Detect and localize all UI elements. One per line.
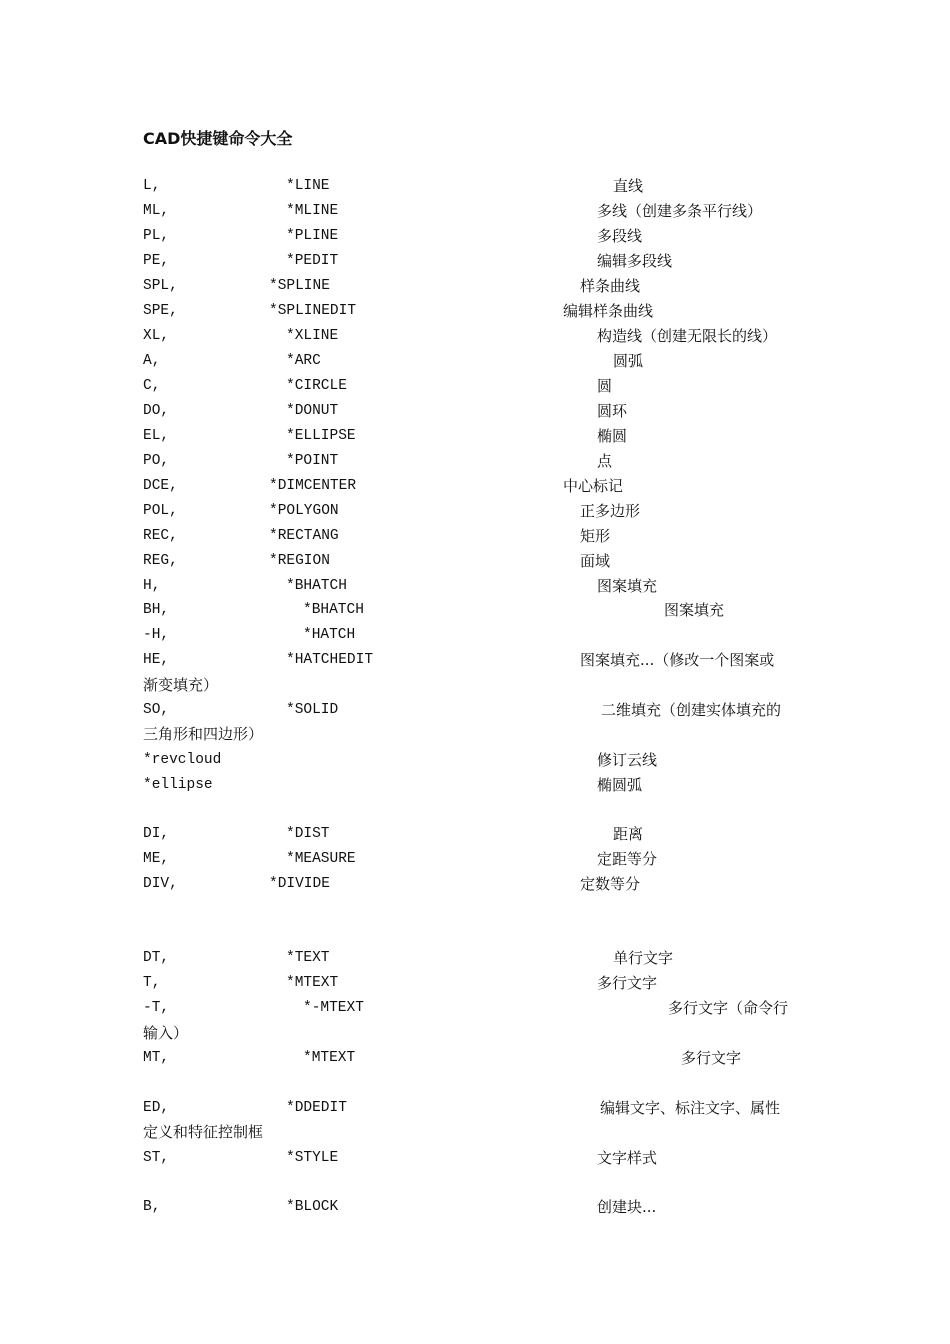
row-continuation: 输入） [143, 1024, 189, 1042]
row-description: 椭圆 [597, 427, 628, 445]
row-key: H, [143, 578, 161, 594]
row-key: DO, [143, 403, 170, 419]
row-command: *DDEDIT [286, 1100, 347, 1116]
row-command: *-MTEXT [303, 1000, 364, 1016]
row-description: 图案填充 [597, 577, 658, 595]
row-command: *MEASURE [286, 851, 356, 867]
row-key: C, [143, 378, 161, 394]
row-command: *POINT [286, 453, 339, 469]
row-key: SO, [143, 702, 170, 718]
row-description: 定数等分 [580, 875, 641, 893]
row-key: A, [143, 353, 161, 369]
row-key: DT, [143, 950, 170, 966]
row-description: 文字样式 [597, 1149, 658, 1167]
row-description: 构造线（创建无限长的线） [597, 327, 778, 345]
row-key: ME, [143, 851, 170, 867]
row-continuation: 三角形和四边形） [143, 725, 264, 743]
row-command: *STYLE [286, 1150, 339, 1166]
row-description: 图案填充...（修改一个图案或 [580, 651, 775, 669]
row-description: 多段线 [597, 227, 643, 245]
row-key: B, [143, 1199, 161, 1215]
row-key: *ellipse [143, 777, 213, 793]
row-command: *HATCHEDIT [286, 652, 374, 668]
row-command: *TEXT [286, 950, 330, 966]
row-continuation: 渐变填充） [143, 676, 219, 694]
row-command: *SPLINEDIT [269, 303, 357, 319]
row-key: MT, [143, 1050, 170, 1066]
row-description: 创建块... [597, 1198, 657, 1216]
row-key: EL, [143, 428, 170, 444]
row-command: *SOLID [286, 702, 339, 718]
row-command: *PLINE [286, 228, 339, 244]
row-key: DIV, [143, 876, 178, 892]
row-command: *DIMCENTER [269, 478, 357, 494]
row-description: 修订云线 [597, 751, 658, 769]
row-command: *XLINE [286, 328, 339, 344]
row-command: *BLOCK [286, 1199, 339, 1215]
row-key: POL, [143, 503, 178, 519]
row-key: T, [143, 975, 161, 991]
row-key: HE, [143, 652, 170, 668]
row-description: 多行文字 [597, 974, 658, 992]
row-command: *PEDIT [286, 253, 339, 269]
row-description: 多行文字（命令行 [668, 999, 789, 1017]
row-key: DCE, [143, 478, 178, 494]
row-key: PL, [143, 228, 170, 244]
row-command: *CIRCLE [286, 378, 347, 394]
row-command: *DIST [286, 826, 330, 842]
row-description: 单行文字 [613, 949, 674, 967]
row-description: 面域 [580, 552, 611, 570]
row-key: -T, [143, 1000, 170, 1016]
row-command: *SPLINE [269, 278, 330, 294]
row-description: 定距等分 [597, 850, 658, 868]
row-command: *LINE [286, 178, 330, 194]
row-description: 样条曲线 [580, 277, 641, 295]
row-description: 图案填充 [664, 601, 725, 619]
row-command: *BHATCH [303, 602, 364, 618]
row-description: 多线（创建多条平行线） [597, 202, 763, 220]
row-key: ST, [143, 1150, 170, 1166]
row-continuation: 定义和特征控制框 [143, 1123, 264, 1141]
row-command: *ELLIPSE [286, 428, 356, 444]
row-key: REC, [143, 528, 178, 544]
row-description: 椭圆弧 [597, 776, 643, 794]
row-key: PE, [143, 253, 170, 269]
row-description: 编辑样条曲线 [563, 302, 654, 320]
row-command: *MTEXT [303, 1050, 356, 1066]
row-command: *POLYGON [269, 503, 339, 519]
row-command: *BHATCH [286, 578, 347, 594]
row-description: 圆环 [597, 402, 628, 420]
row-description: 矩形 [580, 527, 611, 545]
row-key: *revcloud [143, 752, 222, 768]
row-key: SPL, [143, 278, 178, 294]
row-key: L, [143, 178, 161, 194]
document-title: CAD快捷键命令大全 [143, 129, 293, 148]
row-key: BH, [143, 602, 170, 618]
row-description: 二维填充（创建实体填充的 [601, 701, 782, 719]
row-command: *MTEXT [286, 975, 339, 991]
row-description: 编辑多段线 [597, 252, 673, 270]
row-key: PO, [143, 453, 170, 469]
row-description: 圆弧 [613, 352, 644, 370]
row-command: *DIVIDE [269, 876, 330, 892]
row-command: *REGION [269, 553, 330, 569]
row-command: *ARC [286, 353, 321, 369]
row-description: 点 [597, 452, 613, 470]
row-description: 中心标记 [563, 477, 624, 495]
row-key: -H, [143, 627, 170, 643]
row-description: 直线 [613, 177, 644, 195]
row-key: DI, [143, 826, 170, 842]
row-description: 正多边形 [580, 502, 641, 520]
row-description: 圆 [597, 377, 613, 395]
row-key: ML, [143, 203, 170, 219]
row-description: 编辑文字、标注文字、属性 [600, 1099, 781, 1117]
row-command: *HATCH [303, 627, 356, 643]
row-description: 多行文字 [681, 1049, 742, 1067]
row-key: REG, [143, 553, 178, 569]
row-description: 距离 [613, 825, 644, 843]
row-key: XL, [143, 328, 170, 344]
row-command: *DONUT [286, 403, 339, 419]
row-key: ED, [143, 1100, 170, 1116]
row-command: *RECTANG [269, 528, 339, 544]
row-key: SPE, [143, 303, 178, 319]
row-command: *MLINE [286, 203, 339, 219]
